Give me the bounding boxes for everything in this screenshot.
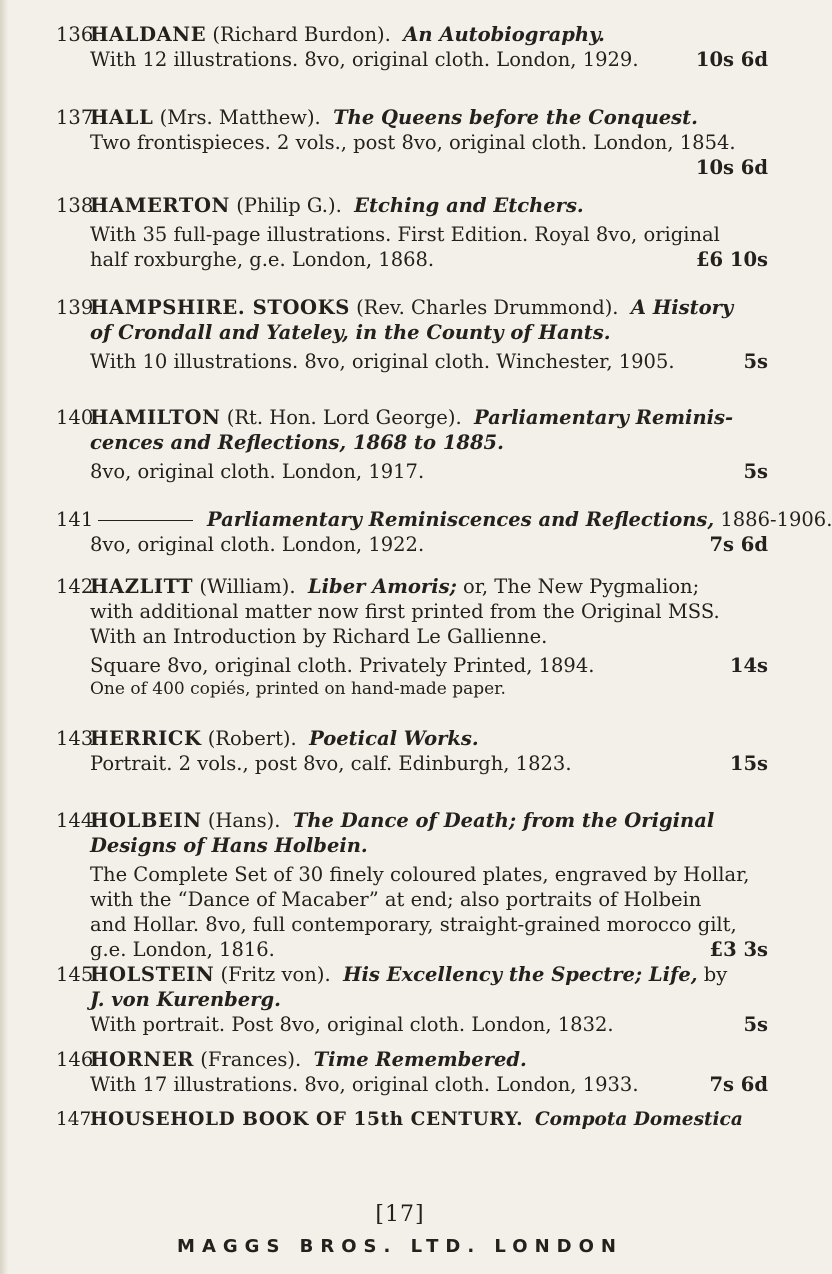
entry-title-tail: or, The New Pygmalion;: [456, 575, 700, 598]
entry-author: HOLSTEIN: [90, 963, 215, 986]
entry-description: With portrait. Post 8vo, original cloth. London, 1832.: [90, 1013, 614, 1036]
entry-141: [56, 507, 832, 557]
entry-author: HERRICK: [90, 727, 202, 750]
entry-author-detail: (Philip G.).: [230, 194, 342, 217]
entry-description: Two frontispieces. 2 vols., post 8vo, original cloth. London, 1854.: [90, 131, 736, 154]
entry-title: Etching and Etchers.: [354, 194, 584, 217]
entry-author: HAZLITT: [90, 575, 194, 598]
entry-137: [56, 105, 768, 179]
page-edge-shadow: [0, 0, 8, 1274]
entry-description: 8vo, original cloth. London, 1922.: [90, 533, 425, 556]
entry-price: 14s: [729, 654, 768, 677]
entry-author-detail: (Hans).: [201, 809, 281, 832]
entry-author-detail: (Mrs. Matthew).: [153, 106, 321, 129]
entry-author-detail: (Rev. Charles Drummond).: [349, 296, 619, 319]
entry-price: 5s: [743, 350, 768, 373]
entry-description: Portrait. 2 vols., post 8vo, calf. Edinburgh, 1823.: [90, 752, 572, 775]
entry-title-continued: Designs of Hans Holbein.: [90, 834, 368, 857]
entry-title: His Excellency the Spectre; Life,: [343, 963, 698, 986]
entry-author: HAMPSHIRE. STOOKS: [90, 296, 350, 319]
entry-number: 137: [56, 106, 94, 129]
entry-143: [56, 726, 768, 776]
entry-147-body: [56, 1107, 768, 1132]
entry-price: 10s 6d: [695, 48, 768, 71]
entry-number: 136: [56, 23, 94, 46]
entry-number: 147: [56, 1109, 92, 1130]
entry-description: With 12 illustrations. 8vo, original cloth. London, 1929.: [90, 48, 639, 71]
entry-number: 143: [56, 727, 94, 750]
entry-author: HALL: [90, 106, 154, 129]
entry-136: [56, 22, 768, 72]
entry-author-detail: (Robert).: [201, 727, 297, 750]
entry-author: HAMERTON: [90, 194, 230, 217]
entry-price: £6 10s: [695, 248, 768, 271]
entry-title-continued: cences and Reflections, 1868 to 1885.: [90, 431, 504, 454]
ditto-rule: [98, 520, 193, 521]
entry-price: 10s 6d: [695, 156, 768, 179]
entry-description: g.e. London, 1816.: [90, 938, 275, 961]
entry-title-continued: with additional matter now first printed from the Original MSS.: [90, 600, 720, 623]
entry-author: HOLBEIN: [90, 809, 202, 832]
publisher-footer: MAGGS BROS. LTD. LONDON: [177, 1236, 623, 1257]
entry-price: 7s 6d: [709, 533, 768, 556]
entry-author: HOUSEHOLD BOOK OF 15th CENTURY.: [90, 1109, 524, 1130]
entry-price: 5s: [743, 1013, 768, 1036]
entry-author-detail: (William).: [193, 575, 296, 598]
entry-title: A History: [630, 296, 734, 319]
entry-author-detail: (Richard Burdon).: [206, 23, 391, 46]
entry-title: The Queens before the Conquest.: [333, 106, 698, 129]
entry-author: HORNER: [90, 1048, 195, 1071]
entry-title: Compota Domestica: [534, 1109, 743, 1130]
entry-title-continued: With an Introduction by Richard Le Gallienne.: [90, 625, 548, 648]
entry-description: 8vo, original cloth. London, 1917.: [90, 460, 425, 483]
entry-description: With 10 illustrations. 8vo, original cloth. Winchester, 1905.: [90, 350, 675, 373]
entry-title-continued: of Crondall and Yateley, in the County of Hants.: [90, 321, 611, 344]
entry-145: [56, 962, 768, 1037]
entry-number: 141: [56, 508, 94, 531]
entry-139: [56, 295, 768, 374]
entry-price: 15s: [729, 752, 768, 775]
entry-title: An Autobiography.: [403, 23, 605, 46]
entry-number: 140: [56, 406, 94, 429]
entry-author: HAMILTON: [90, 406, 221, 429]
page-number: [17]: [375, 1202, 425, 1227]
entry-author-detail: (Frances).: [194, 1048, 302, 1071]
entry-title: The Dance of Death;: [292, 809, 517, 832]
entry-number: 138: [56, 194, 94, 217]
entry-price: 7s 6d: [709, 1073, 768, 1096]
entry-description: With 17 illustrations. 8vo, original cloth. London, 1933.: [90, 1073, 639, 1096]
entry-title-tail: by: [697, 963, 728, 986]
entry-number: 145: [56, 963, 94, 986]
entry-title: Parliamentary Reminis-: [474, 406, 734, 429]
entry-price: £3 3s: [709, 938, 768, 961]
entry-description: half roxburghe, g.e. London, 1868.: [90, 248, 435, 271]
entry-142: [56, 574, 768, 701]
entry-title: Time Remembered.: [313, 1048, 527, 1071]
entry-144: [56, 808, 768, 962]
entry-title: Liber Amoris;: [307, 575, 457, 598]
entry-number: 144: [56, 809, 94, 832]
entry-description: Square 8vo, original cloth. Privately Printed, 1894.: [90, 654, 595, 677]
entry-description: and Hollar. 8vo, full contemporary, straight-grained morocco gilt,: [90, 913, 737, 936]
entry-title-tail: 1886-1906.: [714, 508, 832, 531]
entry-title-continued: J. von Kurenberg.: [90, 988, 281, 1011]
entry-description: With 35 full-page illustrations. First Edition. Royal 8vo, original: [90, 223, 720, 246]
entry-note: One of 400 copiés, printed on hand-made paper.: [90, 679, 506, 699]
entry-number: 142: [56, 575, 94, 598]
entry-number: 139: [56, 296, 94, 319]
entry-description: with the “Dance of Macaber” at end; also portraits of Holbein: [90, 888, 702, 911]
entry-author: HALDANE: [90, 23, 207, 46]
entry-price: 5s: [743, 460, 768, 483]
entry-title: Poetical Works.: [309, 727, 479, 750]
entry-140: [56, 405, 768, 484]
entry-number: 146: [56, 1048, 94, 1071]
entry-138: [56, 193, 768, 272]
entry-146: [56, 1047, 768, 1097]
entry-description: The Complete Set of 30 finely coloured plates, engraved by Hollar,: [90, 863, 750, 886]
entry-author-detail: (Rt. Hon. Lord George).: [220, 406, 462, 429]
entry-title-tail: from the Original: [516, 809, 715, 832]
entry-author-detail: (Fritz von).: [214, 963, 331, 986]
entry-title: Parliamentary Reminiscences and Reflections,: [207, 508, 715, 531]
